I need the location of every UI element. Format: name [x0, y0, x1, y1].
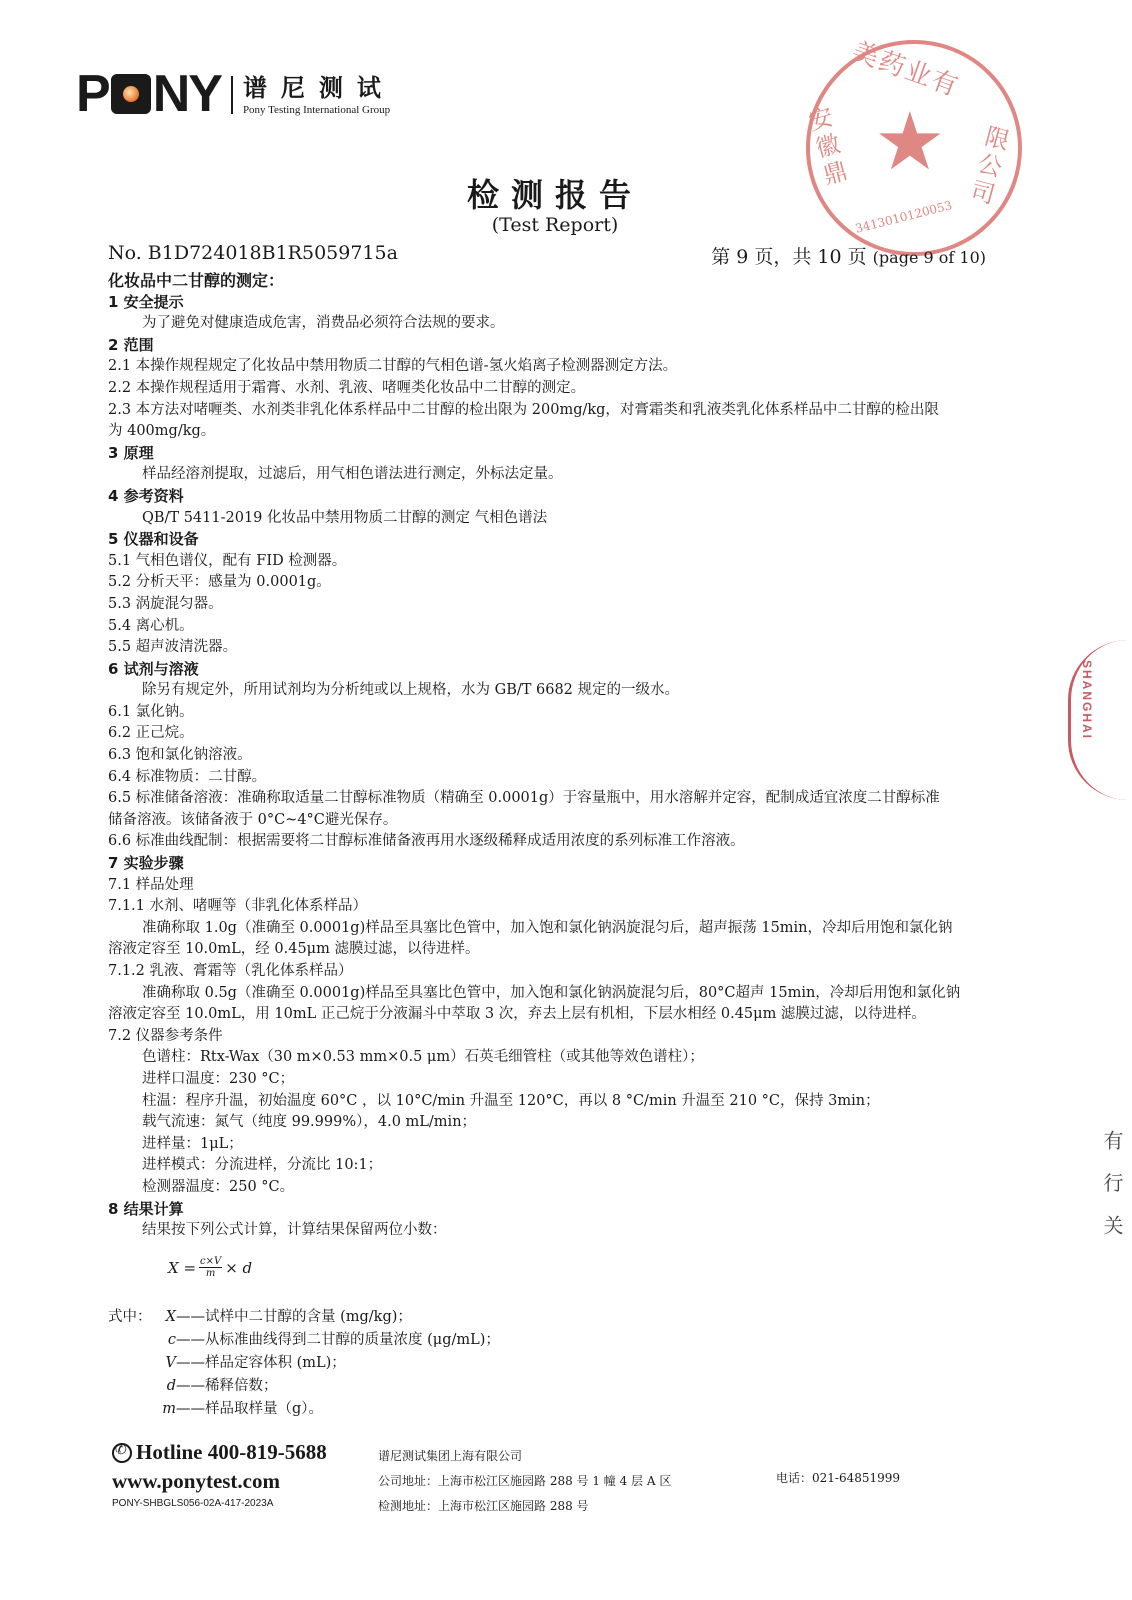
section-heading: 8 结果计算 — [108, 1199, 184, 1218]
footer-telephone: 电话：021-64851999 — [776, 1471, 901, 1485]
paragraph: 除另有规定外，所用试剂均为分析纯或以上规格，水为 GB/T 6682 规定的一级水。 — [142, 682, 680, 699]
page-indicator-en: (page 9 of 10) — [872, 248, 986, 267]
condition-item: 进样口温度：230 °C； — [142, 1070, 295, 1087]
list-item: 5.5 超声波清洗器。 — [108, 639, 238, 656]
list-item: 6.2 正己烷。 — [108, 725, 194, 742]
paragraph: 为了避免对健康造成危害，消费品必须符合法规的要求。 — [142, 315, 505, 332]
section-heading: 1 安全提示 — [108, 292, 184, 311]
variable-row — [108, 1398, 500, 1421]
paragraph: 准确称取 1.0g（准确至 0.0001g)样品至具塞比色管中，加入饱和氯化钠涡旋混匀后，超声振荡 15min，冷却后用饱和氯化钠 — [142, 919, 953, 936]
list-item: 6.6 标准曲线配制：根据需要将二甘醇标准储备液再用水逐级稀释成适用浓度的系列标准工作溶液。 — [108, 833, 745, 850]
report-title: 检测报告 — [466, 176, 643, 214]
side-seal-text: SHANGHAI — [1080, 660, 1094, 741]
subsection-heading: 7.1 样品处理 — [108, 876, 194, 893]
formula-rhs: × d — [225, 1258, 253, 1277]
condition-item: 柱温：程序升温，初始温度 60°C ，以 10°C/min 升温至 120°C，再以 8 °C/min 升温至 210 °C，保持 3min； — [142, 1092, 880, 1109]
footer-contact — [112, 1440, 327, 1509]
variable-symbol: V — [165, 1355, 176, 1371]
paragraph: 2.3 本方法对啫喱类、水剂类非乳化体系样品中二甘醇的检出限为 200mg/kg，对膏霜类和乳液类乳化体系样品中二甘醇的检出限 — [108, 401, 939, 418]
logo-divider — [231, 76, 233, 114]
website-link[interactable]: www.ponytest.com — [112, 1469, 280, 1493]
page-indicator-cn: 第 9 页，共 10 页 — [711, 246, 867, 268]
condition-item: 载气流速：氮气（纯度 99.999%），4.0 mL/min； — [142, 1114, 477, 1131]
company-logo — [76, 65, 395, 123]
variable-symbol: c — [167, 1332, 176, 1348]
company-name: 谱尼测试集团上海有限公司 — [378, 1449, 523, 1463]
logo-word-right: NY — [152, 65, 221, 123]
logo-word-left: P — [76, 65, 109, 123]
section-heading: 7 实验步骤 — [108, 854, 184, 873]
test-address: 检测地址：上海市松江区施园路 288 号 — [378, 1499, 589, 1513]
seal-star-icon: ★ — [874, 95, 946, 188]
variable-desc: ——试样中二甘醇的含量 (mg/kg)； — [176, 1309, 412, 1325]
list-item: 5.1 气相色谱仪，配有 FID 检测器。 — [108, 552, 347, 569]
paragraph: 溶液定容至 10.0mL，用 10mL 正己烷于分液漏斗中萃取 3 次，弃去上层有机相，下层水相经 0.45μm 滤膜过滤，以待进样。 — [108, 1006, 926, 1023]
condition-item: 色谱柱：Rtx-Wax（30 m×0.53 mm×0.5 μm）石英毛细管柱（或其他等效色谱柱）； — [142, 1049, 704, 1066]
variable-definitions — [108, 1306, 500, 1421]
phone-icon — [112, 1443, 132, 1463]
list-item: 5.2 分析天平：感量为 0.0001g。 — [108, 574, 331, 591]
formula-numerator: c×V — [200, 1256, 222, 1267]
variable-desc: ——稀释倍数； — [176, 1378, 278, 1394]
variable-prefix: 式中： — [108, 1309, 152, 1325]
section-main-title: 化妆品中二甘醇的测定： — [108, 271, 285, 290]
variable-symbol: X — [165, 1309, 176, 1325]
report-number: No. B1D724018B1R5059715a — [108, 242, 398, 264]
hotline-text: Hotline 400-819-5688 — [136, 1440, 327, 1464]
list-item: 6.1 氯化钠。 — [108, 703, 194, 720]
calculation-formula — [168, 1256, 252, 1279]
list-item: 6.5 标准储备溶液：准确称取适量二甘醇标准物质（精确至 0.0001g）于容量瓶中，用水溶解并定容，配制成适宜浓度二甘醇标准 — [108, 790, 940, 807]
list-item: 5.4 离心机。 — [108, 617, 194, 634]
company-address: 公司地址：上海市松江区施园路 288 号 1 幢 4 层 A 区 — [378, 1474, 672, 1488]
paragraph: 结果按下列公式计算，计算结果保留两位小数： — [142, 1222, 447, 1239]
list-item: 6.3 饱和氯化钠溶液。 — [108, 747, 252, 764]
variable-symbol: d — [166, 1378, 176, 1394]
paragraph: 为 400mg/kg。 — [108, 423, 216, 440]
paragraph: 溶液定容至 10.0mL，经 0.45μm 滤膜过滤，以待进样。 — [108, 941, 480, 958]
variable-row — [108, 1306, 500, 1329]
report-body — [108, 270, 1018, 1242]
paragraph: QB/T 5411-2019 化妆品中禁用物质二甘醇的测定 气相色谱法 — [142, 509, 548, 526]
page-indicator — [711, 242, 986, 269]
variable-row — [108, 1375, 500, 1398]
condition-item: 检测器温度：250 °C。 — [142, 1178, 295, 1195]
subsection-heading: 7.1.2 乳液、膏霜等（乳化体系样品） — [108, 963, 353, 979]
subsection-heading: 7.2 仪器参考条件 — [108, 1027, 223, 1044]
logo-o-icon — [111, 74, 151, 114]
variable-row — [108, 1352, 500, 1375]
seal-text-right: 限公司 — [967, 122, 1013, 210]
logo-en-name: Pony Testing International Group — [242, 104, 391, 116]
paragraph: 2.2 本操作规程适用于霜膏、水剂、乳液、啫喱类化妆品中二甘醇的测定。 — [108, 379, 586, 396]
variable-row — [108, 1329, 500, 1352]
hotline — [112, 1440, 327, 1465]
variable-desc: ——从标准曲线得到二甘醇的质量浓度 (μg/mL)； — [176, 1332, 500, 1348]
section-heading: 6 试剂与溶液 — [108, 659, 199, 678]
subsection-heading: 7.1.1 水剂、啫喱等（非乳化体系样品） — [108, 898, 368, 915]
list-item: 6.4 标准物质：二甘醇。 — [108, 768, 267, 785]
seal-code: 3413010120053 — [853, 198, 954, 236]
logo-wordmark — [76, 65, 221, 123]
condition-item: 进样量：1μL； — [142, 1135, 243, 1152]
list-item: 储备溶液。该储备液于 0°C~4°C避光保存。 — [108, 811, 398, 828]
variable-desc: ——样品取样量（g）。 — [176, 1401, 324, 1417]
list-item: 5.3 涡旋混匀器。 — [108, 595, 223, 612]
seal-text-left: 安徽鼎 — [805, 102, 851, 190]
condition-item: 进样模式：分流进样，分流比 10:1； — [142, 1157, 383, 1174]
side-seal-fragment: 有 行 关 — [1100, 1130, 1124, 1243]
section-heading: 2 范围 — [108, 335, 154, 354]
formula-lhs: X = — [168, 1258, 197, 1277]
variable-desc: ——样品定容体积 (mL)； — [176, 1355, 346, 1371]
paragraph: 2.1 本操作规程规定了化妆品中禁用物质二甘醇的气相色谱-氢火焰离子检测器测定方法。 — [108, 358, 678, 375]
formula-denominator: m — [205, 1268, 216, 1279]
formula-fraction — [199, 1256, 222, 1279]
paragraph: 样品经溶剂提取，过滤后，用气相色谱法进行测定，外标法定量。 — [142, 466, 563, 483]
variable-symbol: m — [162, 1401, 176, 1417]
seal-text-top: 美药业有 — [847, 36, 964, 104]
section-heading: 5 仪器和设备 — [108, 530, 199, 549]
form-code: PONY-SHBGLS056-02A-417-2023A — [112, 1498, 274, 1509]
report-subtitle: (Test Report) — [491, 214, 619, 236]
footer-address — [378, 1444, 671, 1519]
section-heading: 4 参考资料 — [108, 486, 184, 505]
logo-cn-name: 谱尼测试 — [242, 74, 395, 102]
side-seal-arc — [1068, 640, 1131, 800]
section-heading: 3 原理 — [108, 443, 154, 462]
paragraph: 准确称取 0.5g（准确至 0.0001g)样品至具塞比色管中，加入饱和氯化钠涡旋混匀后，80°C超声 15min，冷却后用饱和氯化钠 — [142, 984, 961, 1001]
